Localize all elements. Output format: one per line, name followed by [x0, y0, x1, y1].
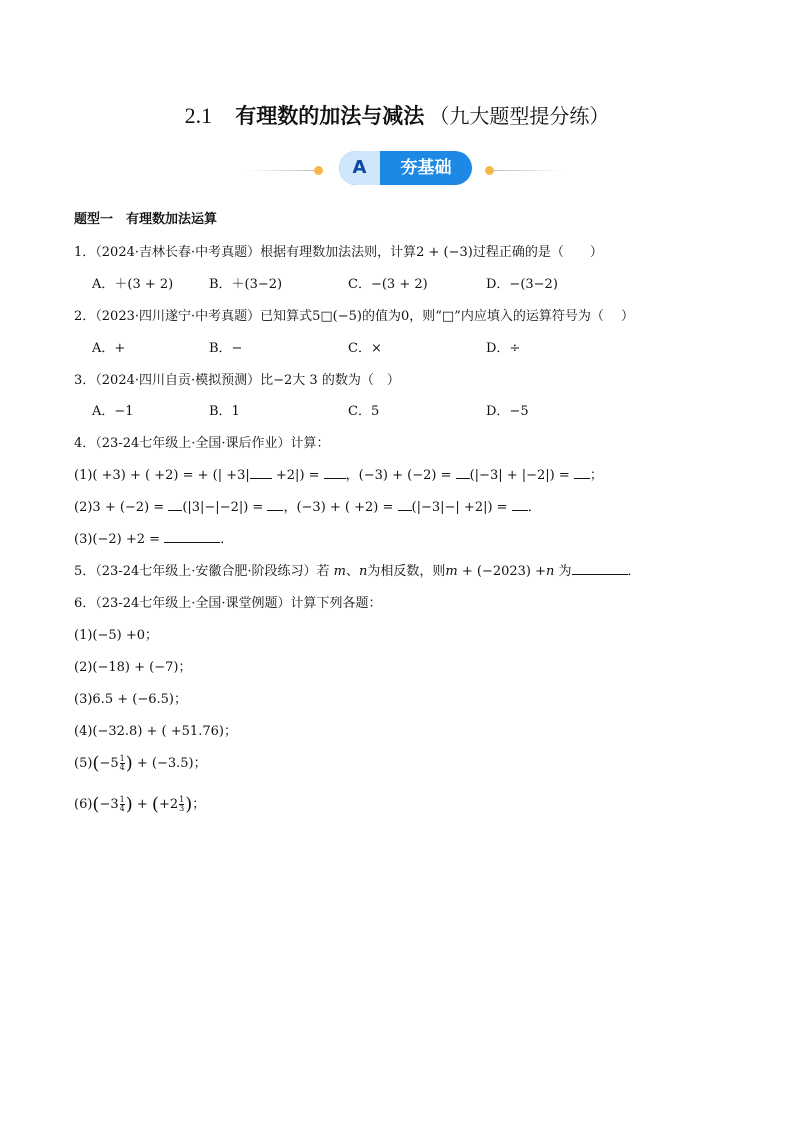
q2-option-c: C．× — [348, 341, 382, 356]
q5-stem — [74, 560, 641, 579]
q1-stem: 1．（2024·吉林长春·中考真题）根据有理数加法法则，计算2 + (−3)过程正确的是（ ） — [74, 245, 603, 260]
q6-part3: (3)6.5 + (−6.5)； — [74, 692, 187, 707]
answer-blank[interactable] — [168, 498, 182, 511]
fraction-numerator: 1 — [119, 754, 125, 763]
fraction-numerator: 1 — [119, 795, 125, 804]
q1-option-c: C．−(3 + 2) — [348, 277, 428, 292]
answer-blank[interactable] — [574, 466, 590, 479]
q2-option-a: A．+ — [92, 341, 126, 356]
answer-blank[interactable] — [512, 498, 528, 511]
q6-part5 — [74, 752, 207, 774]
badge-label: 夯基础 — [400, 158, 452, 178]
q5-text-b: 为相反数，则 — [367, 564, 446, 579]
fraction — [179, 796, 184, 813]
fraction — [120, 755, 125, 772]
title-main: 有理数的加法与减法 — [235, 104, 425, 128]
q4-part2-text-d: (|−3|−| +2|) = — [411, 500, 512, 515]
fraction-numerator: 1 — [179, 795, 185, 804]
title-subtitle: （九大题型提分练） — [429, 104, 610, 128]
paren-close: ) — [125, 794, 133, 815]
q5-var-n: n — [359, 564, 368, 579]
q2-stem: 2．（2023·四川遂宁·中考真题）已知算式5□(−5)的值为0，则“□”内应填入的运算符号为（ ） — [74, 309, 634, 324]
q4-part2-text-e: ． — [527, 500, 541, 515]
answer-blank[interactable] — [572, 562, 628, 575]
q5-text-a: 5．（23-24七年级上·安徽合肥·阶段练习）若 — [74, 564, 334, 579]
q4-part2 — [74, 496, 541, 515]
badge-letter: A — [339, 151, 380, 185]
fraction-denominator: 4 — [119, 763, 125, 772]
q4-part2-text-b: (|3|−|−2|) = — [182, 500, 268, 515]
fraction — [120, 796, 125, 813]
q5-end: ． — [627, 564, 641, 579]
q6-part5-label: (5) — [74, 756, 93, 771]
q1-option-a: A．＋(3 + 2) — [92, 277, 174, 292]
q4-part3-text-a: (3)(−2) +2 = — [74, 532, 165, 547]
q6-part6-whole2: +2 — [158, 797, 179, 812]
q4-stem: 4．（23-24七年级上·全国·课后作业）计算： — [74, 436, 330, 451]
q4-part1-text-b: +2|) = — [271, 468, 324, 483]
q6-part6-mid: + — [132, 797, 152, 812]
q6-part5-whole: −5 — [99, 756, 119, 771]
paren-open: ( — [92, 753, 100, 774]
paren-open: ( — [92, 794, 100, 815]
paren-open: ( — [151, 794, 159, 815]
level-badge — [339, 151, 472, 185]
divider-left — [245, 170, 315, 171]
q5-sep: 、 — [345, 564, 359, 579]
q5-var-m: m — [333, 564, 346, 579]
q5-text-d: 为 — [554, 564, 572, 579]
q1-option-d: D．−(3−2) — [486, 277, 558, 292]
section-heading: 题型一 有理数加法运算 — [74, 212, 218, 227]
answer-blank[interactable] — [250, 466, 272, 479]
q5-text-c: + (−2023) + — [457, 564, 547, 579]
q6-stem: 6．（23-24七年级上·全国·课堂例题）计算下列各题： — [74, 596, 382, 611]
q3-option-b: B．1 — [209, 404, 240, 419]
section-number: 2.1 — [184, 103, 213, 128]
answer-blank[interactable] — [398, 498, 412, 511]
q4-part2-text-a: (2)3 + (−2) = — [74, 500, 169, 515]
q2-option-b: B．− — [209, 341, 243, 356]
q4-part1-text-a: (1)( +3) + ( +2) = + (| +3| — [74, 468, 250, 483]
q6-part6-label: (6) — [74, 797, 93, 812]
q3-option-a: A．−1 — [92, 404, 134, 419]
paren-close: ) — [125, 753, 133, 774]
q1-option-b: B．＋(3−2) — [209, 277, 283, 292]
q6-part1: (1)(−5) +0； — [74, 628, 159, 643]
dot-left-icon — [314, 166, 323, 175]
q4-part3-text-e: ． — [220, 532, 234, 547]
q6-part5-rest: + (−3.5)； — [132, 756, 207, 771]
divider-right — [494, 170, 564, 171]
q4-part1-text-c: ，(−3) + (−2) = — [345, 468, 456, 483]
dot-right-icon — [485, 166, 494, 175]
fraction-denominator: 4 — [119, 804, 125, 813]
q3-option-c: C．5 — [348, 404, 380, 419]
answer-blank[interactable] — [324, 466, 346, 479]
q6-part6-rest: ； — [192, 797, 206, 812]
answer-blank[interactable] — [164, 530, 220, 543]
q6-part6-whole: −3 — [99, 797, 119, 812]
q5-var-m2: m — [445, 564, 458, 579]
q3-stem: 3．（2024·四川自贡·模拟预测）比−2大 3 的数为（ ） — [74, 373, 400, 388]
q6-part2: (2)(−18) + (−7)； — [74, 660, 192, 675]
answer-blank[interactable] — [267, 498, 283, 511]
q5-var-n2: n — [546, 564, 555, 579]
q4-part1 — [74, 464, 603, 483]
q6-part6 — [74, 793, 205, 815]
q4-part1-text-d: (|−3| + |−2|) = — [469, 468, 574, 483]
q4-part2-text-c: ，(−3) + ( +2) = — [283, 500, 398, 515]
q3-option-d: D．−5 — [486, 404, 529, 419]
paren-close: ) — [185, 794, 193, 815]
fraction-denominator: 3 — [179, 804, 185, 813]
answer-blank[interactable] — [456, 466, 470, 479]
q2-option-d: D．÷ — [486, 341, 521, 356]
q6-part4: (4)(−32.8) + ( +51.76)； — [74, 724, 237, 739]
q4-part3 — [74, 528, 233, 547]
document-title — [0, 100, 794, 130]
q4-part1-text-e: ； — [589, 468, 603, 483]
